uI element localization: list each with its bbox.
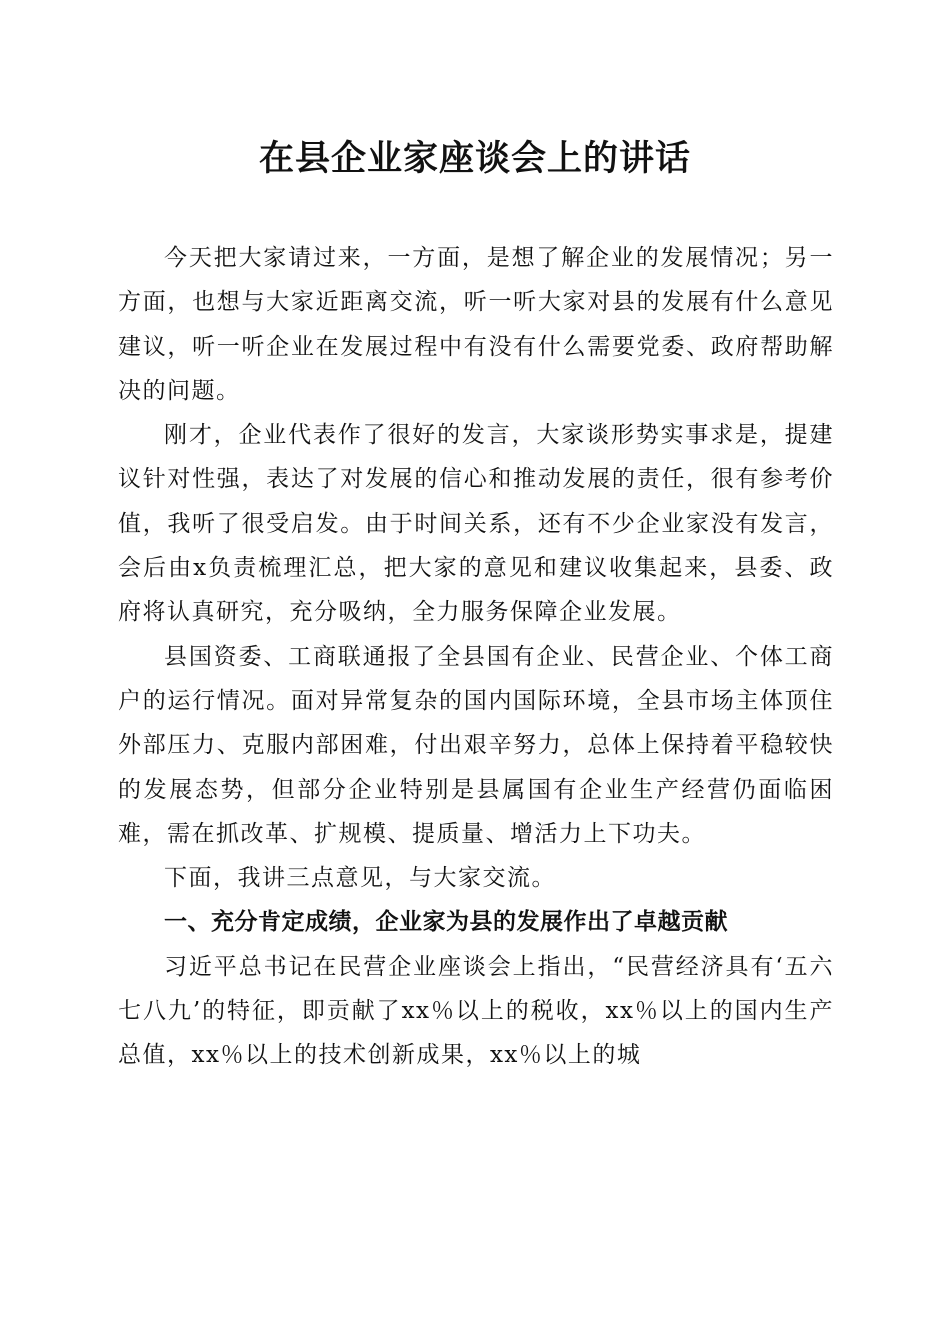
paragraph-speeches: 刚才，企业代表作了很好的发言，大家谈形势实事求是，提建议针对性强，表达了对发展的信心和推动发展的责任，很有参考价值，我听了很受启发。由于时间关系，还有不少企业家没有发言，会后由x负责梳理汇总，把大家的意见和建议收集起来，县委、政府将认真研究，充分吸纳，全力服务保障企业发展。 (118, 422, 834, 626)
document-title: 在县企业家座谈会上的讲话 (258, 138, 691, 179)
paragraph-quote: 习近平总书记在民营企业座谈会上指出，“民营经济具有‘五六七八九’的特征，即贡献了xx％以上的税收，xx％以上的国内生产总值，xx％以上的技术创新成果，xx％以上的城 (118, 953, 834, 1069)
document-body (118, 236, 834, 1078)
paragraph-report: 县国资委、工商联通报了全县国有企业、民营企业、个体工商户的运行情况。面对异常复杂的国内国际环境，全县市场主体顶住外部压力、克服内部困难，付出艰辛努力，总体上保持着平稳较快的发展态势，但部分企业特别是县属国有企业生产经营仍面临困难，需在抓改革、扩规模、提质量、增活力上下功夫。 (118, 643, 834, 847)
section-heading-1: 一、充分肯定成绩，企业家为县的发展作出了卓越贡献 (164, 909, 728, 936)
paragraph-transition: 下面，我讲三点意见，与大家交流。 (164, 865, 556, 892)
paragraph-intro: 今天把大家请过来，一方面，是想了解企业的发展情况；另一方面，也想与大家近距离交流，听一听大家对县的发展有什么意见建议，听一听企业在发展过程中有没有什么需要党委、政府帮助解决的问题。 (118, 245, 834, 404)
